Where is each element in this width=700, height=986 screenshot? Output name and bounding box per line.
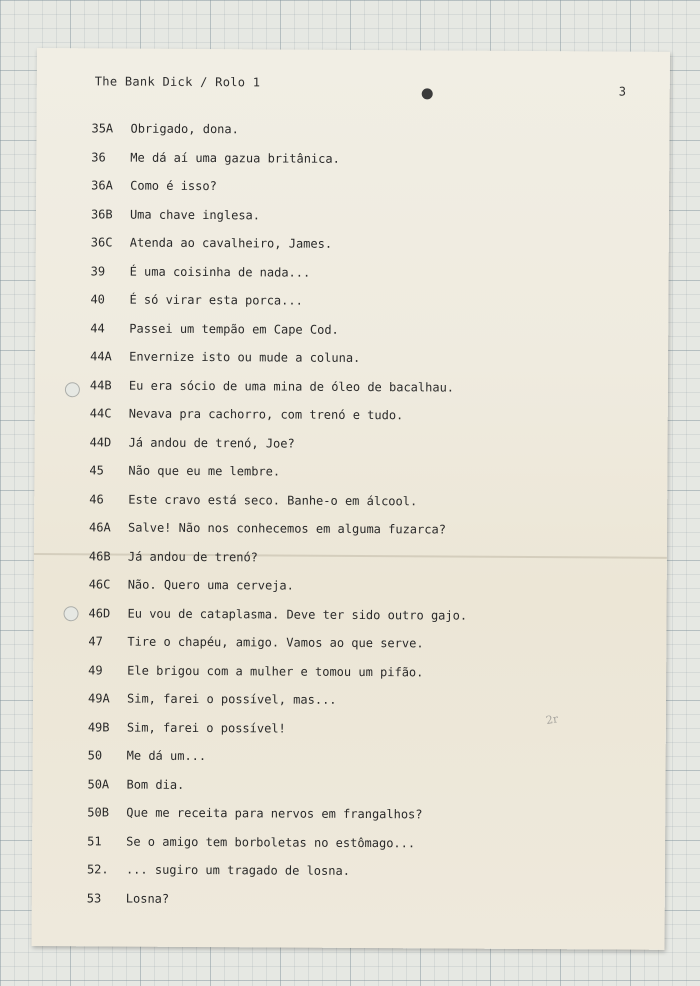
subtitle-line — [88, 741, 648, 773]
line-number: 51 — [87, 834, 102, 849]
subtitle-line — [89, 513, 649, 545]
subtitle-line — [87, 827, 647, 859]
punch-hole — [65, 382, 80, 397]
subtitle-line — [91, 200, 651, 232]
line-number: 52. — [86, 862, 109, 877]
line-text: Salve! Não nos conhecemos em alguma fuzarca? — [128, 520, 446, 537]
page-number: 3 — [618, 84, 627, 99]
line-text: Sim, farei o possível, mas... — [126, 691, 337, 708]
line-number: 46B — [88, 549, 111, 564]
subtitle-line — [90, 371, 650, 403]
line-text: Eu vou de cataplasma. Deve ter sido outro gajo. — [127, 606, 468, 623]
subtitle-line — [90, 342, 650, 374]
line-number: 49B — [87, 720, 110, 735]
punch-hole — [63, 606, 78, 621]
ink-dot — [422, 88, 433, 99]
line-text: Não. Quero uma cerveja. — [127, 577, 294, 593]
line-text: É uma coisinha de nada... — [129, 264, 311, 280]
subtitle-line — [91, 228, 651, 260]
subtitle-line — [88, 599, 648, 631]
subtitle-line — [87, 855, 647, 887]
line-text: Eu era sócio de uma mina de óleo de bacalhau. — [128, 378, 455, 395]
page-header: The Bank Dick / Rolo 1 — [94, 74, 261, 90]
line-text: Não que eu me lembre. — [128, 463, 281, 479]
subtitle-line — [87, 884, 647, 916]
subtitle-line — [90, 314, 650, 346]
line-text: Atenda ao cavalheiro, James. — [129, 235, 333, 252]
line-text: Uma chave inglesa. — [129, 207, 261, 223]
line-text: Já andou de trenó, Joe? — [128, 435, 295, 451]
line-text: Bom dia. — [126, 777, 185, 792]
subtitle-line — [87, 798, 647, 830]
line-text: Se o amigo tem borboletas no estômago... — [126, 834, 416, 851]
subtitle-line — [90, 399, 650, 431]
line-text: Que me receita para nervos em frangalhos? — [126, 805, 423, 822]
line-number: 46 — [89, 492, 104, 507]
line-text: Este cravo está seco. Banhe-o em álcool. — [128, 492, 418, 509]
line-number: 50 — [87, 748, 103, 763]
line-text: Envernize isto ou mude a coluna. — [129, 349, 361, 366]
line-number: 46A — [89, 520, 111, 535]
line-number: 36 — [91, 150, 106, 165]
subtitle-line — [88, 627, 648, 659]
line-text: Obrigado, dona. — [130, 121, 239, 137]
line-text: Passei um tempão em Cape Cod. — [129, 321, 339, 337]
line-text: Nevava pra cachorro, com trenó e tudo. — [128, 406, 404, 423]
line-text: Já andou de trenó? — [127, 549, 258, 565]
line-text: ... sugiro um tragado de losna. — [125, 862, 350, 879]
subtitle-line — [89, 485, 649, 517]
subtitle-line — [89, 542, 649, 574]
line-number: 40 — [90, 292, 105, 307]
subtitle-line — [89, 456, 649, 488]
line-text: Losna? — [125, 891, 170, 906]
subtitle-line — [91, 143, 651, 175]
line-text: Sim, farei o possível! — [126, 720, 286, 736]
line-number: 50A — [87, 777, 110, 792]
subtitle-line — [90, 428, 650, 460]
subtitle-line — [88, 684, 648, 716]
subtitle-line — [91, 171, 651, 203]
line-number: 45 — [89, 463, 104, 478]
paper-sheet — [32, 48, 670, 950]
subtitle-line — [91, 114, 651, 146]
line-number: 44A — [90, 349, 112, 364]
line-text: Me dá aí uma gazua britânica. — [130, 150, 340, 166]
subtitle-line — [87, 770, 647, 802]
line-number: 49A — [87, 691, 110, 706]
line-number: 44 — [90, 321, 105, 336]
line-text: É só virar esta porca... — [129, 292, 303, 308]
line-number: 46D — [88, 606, 111, 621]
line-number: 49 — [88, 663, 103, 678]
line-number: 47 — [88, 634, 103, 649]
pencil-annotation: 2r — [544, 712, 560, 728]
line-number: 44D — [89, 435, 112, 450]
line-number: 44C — [89, 406, 112, 421]
line-number: 36B — [90, 207, 113, 222]
subtitle-line — [91, 257, 651, 289]
subtitle-line — [88, 713, 648, 745]
line-text: Ele brigou com a mulher e tomou um pifão. — [127, 663, 424, 680]
line-text: Me dá um... — [126, 748, 207, 764]
line-text: Tire o chapéu, amigo. Vamos ao que serve. — [127, 634, 424, 651]
line-text: Como é isso? — [130, 178, 217, 194]
line-number: 46C — [88, 577, 111, 592]
subtitle-line — [88, 656, 648, 688]
line-number: 53 — [86, 891, 102, 906]
line-number: 50B — [87, 805, 110, 820]
line-number: 36A — [91, 178, 113, 193]
line-number: 35A — [91, 121, 114, 136]
line-number: 36C — [90, 235, 113, 250]
line-number: 39 — [90, 264, 106, 279]
subtitle-list — [87, 114, 652, 915]
line-number: 44B — [89, 378, 112, 393]
subtitle-line — [90, 285, 650, 317]
subtitle-line — [89, 570, 649, 602]
